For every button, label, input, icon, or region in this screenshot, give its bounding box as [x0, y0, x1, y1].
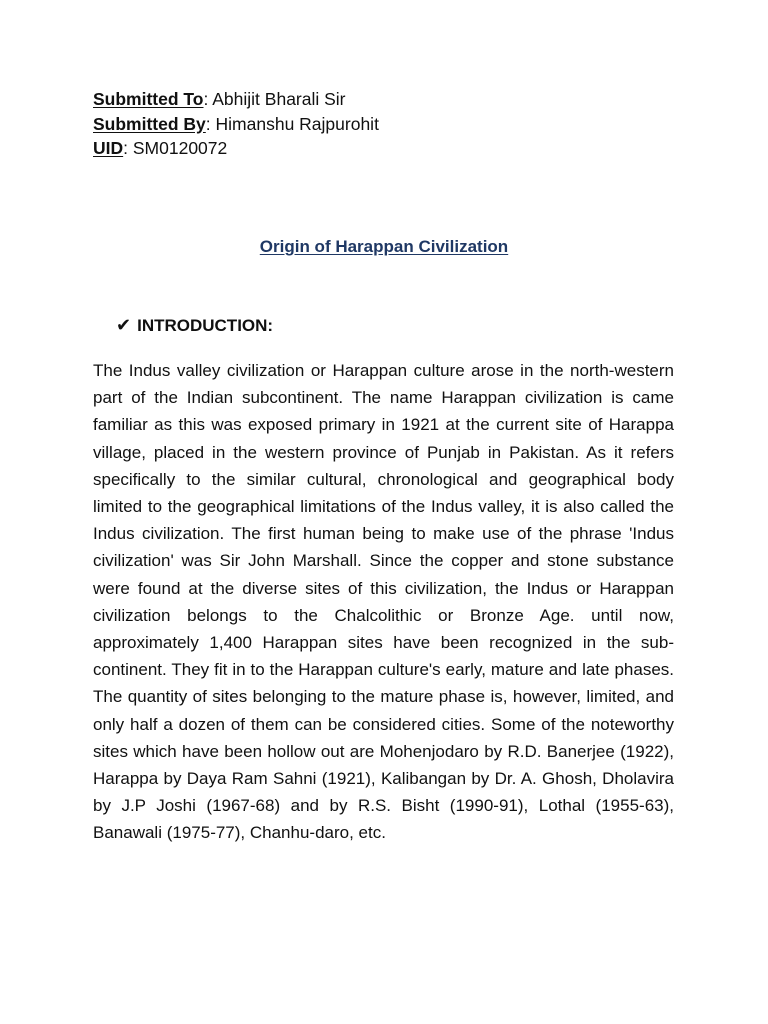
submitted-by-label: Submitted By	[93, 113, 206, 134]
uid-label: UID	[93, 138, 124, 158]
uid-value: : SM0120072	[123, 138, 228, 158]
uid-line	[93, 136, 653, 161]
section-heading	[116, 316, 273, 336]
submitted-by-value: : Himanshu Rajpurohit	[205, 113, 379, 134]
introduction-paragraph: The Indus valley civilization or Harappan culture arose in the north-western part of the Indian subcontinent. The name Harappan civilization is came familiar as this was exposed primary in 1921 at the current site of Harappa village, placed in the western province of Punjab in Pakistan. As it refers specifically to the similar cultural, chronological and geographical body limited to the geographical limitations of the Indus valley, it is also called the Indus civilization. The first human being to make use of the phrase 'Indus civilization' was Sir John Marshall. Since the copper and stone substance were found at the diverse sites of this civilization, the Indus or Harappan civilization belongs to the Chalcolithic or Bronze Age. until now, approximately 1,400 Harappan sites have been recognized in the sub-continent. They fit in to the Harappan culture's early, mature and late phases. The quantity of sites belonging to the mature phase is, however, limited, and only half a dozen of them can be considered cities. Some of the noteworthy sites which have been hollow out are Mohenjodaro by R.D. Banerjee (1922), Harappa by Daya Ram Sahni (1921), Kalibangan by Dr. A. Ghosh, Dholavira by J.P Joshi (1967-68) and by R.S. Bisht (1990-91), Lothal (1955-63), Banawali (1975-77), Chanhu-daro, etc.	[93, 361, 674, 843]
section-heading-text: INTRODUCTION:	[137, 316, 274, 335]
submitted-to-line	[93, 87, 653, 112]
document-title: Origin of Harappan Civilization	[259, 237, 509, 256]
submission-details	[93, 87, 653, 161]
submitted-to-label: Submitted To	[93, 89, 204, 109]
check-icon: ✔	[116, 315, 132, 336]
submitted-by-line	[93, 112, 653, 137]
submitted-to-value: : Abhijit Bharali Sir	[203, 89, 346, 109]
